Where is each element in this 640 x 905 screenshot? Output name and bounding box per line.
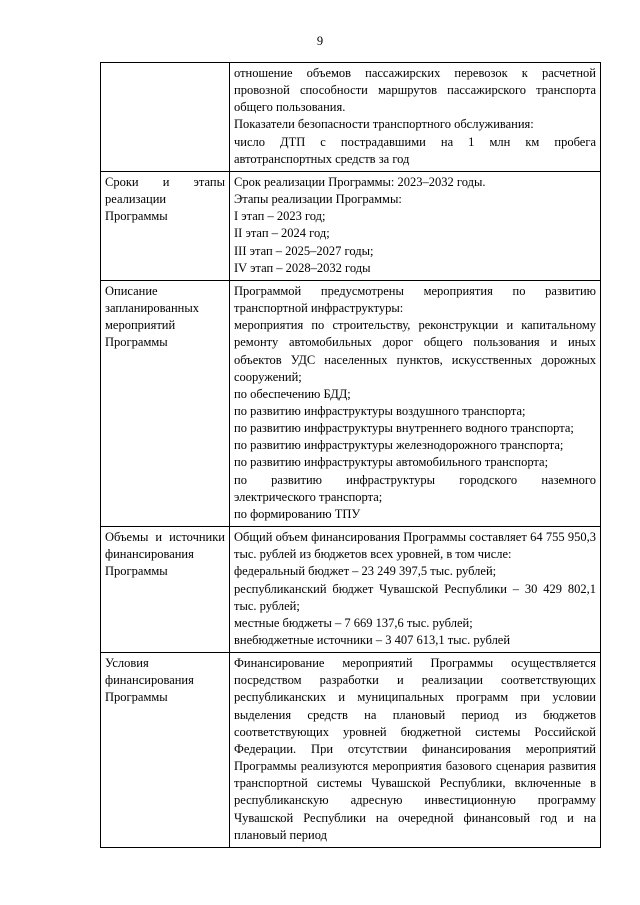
content-line: Общий объем финансирования Программы составляет 64 755 950,3 тыс. рублей из бюджетов всех уровней, в том числе: <box>234 530 596 562</box>
content-line: по развитию инфраструктуры воздушного транспорта; <box>234 403 526 418</box>
program-passport-table <box>100 62 601 848</box>
content-line: IV этап – 2028–2032 годы <box>234 260 371 275</box>
content-line: III этап – 2025–2027 годы; <box>234 243 374 258</box>
table-row <box>101 171 601 280</box>
content-line: местные бюджеты – 7 669 137,6 тыс. рублей; <box>234 615 473 630</box>
content-line: по развитию инфраструктуры автомобильного транспорта; <box>234 455 549 470</box>
content-line: I этап – 2023 год; <box>234 209 326 224</box>
page-number: 9 <box>316 34 324 48</box>
table-row <box>101 63 601 172</box>
content-line: по формированию ТПУ <box>234 506 361 521</box>
content-line: Программой предусмотрены мероприятия по развитию транспортной инфраструктуры: <box>234 283 596 316</box>
content-line: федеральный бюджет – 23 249 397,5 тыс. рублей; <box>234 564 497 579</box>
content-line: по развитию инфраструктуры городского наземного электрического транспорта; <box>234 472 596 504</box>
content-line: по развитию инфраструктуры железнодорожного транспорта; <box>234 438 564 453</box>
content-line: II этап – 2024 год; <box>234 226 330 241</box>
content-line: по обеспечению БДД; <box>234 386 351 401</box>
content-line: Финансирование мероприятий Программы осуществляется посредством разработки и реализации соответствующих республиканских и муниципальных программ при условии выделения средств на плановый период из бюджетов соответствующих уровней бюджетной системы Российской Федерации. При отсутствии финансирования мероприятий Программы реализуются мероприятия базового сценария развития транспортной системы Чувашской Республики, включенные в республиканскую адресную инвестиционную программу Чувашской Республики на очередной финансовый год и на плановый период <box>234 656 596 842</box>
row-content <box>230 63 601 172</box>
content-line: число ДТП с пострадавшими на 1 млн км пробега автотранспортных средств за год <box>234 134 596 166</box>
content-line: мероприятия по строительству, реконструкции и капитальному ремонту автомобильных дорог общего пользования и иных объектов УДС населенных пунктов, искусственных дорожных сооружений; <box>234 318 596 384</box>
content-line: Этапы реализации Программы: <box>234 192 402 207</box>
row-label: Условия финансирования Программы <box>101 653 230 848</box>
row-label <box>101 63 230 172</box>
content-line: республиканский бюджет Чувашской Республики – 30 429 802,1 тыс. рублей; <box>234 581 596 613</box>
table-row <box>101 280 601 526</box>
content-line: Срок реализации Программы: 2023–2032 годы. <box>234 174 486 189</box>
content-line: по развитию инфраструктуры внутреннего водного транспорта; <box>234 421 574 436</box>
content-line: Показатели безопасности транспортного обслуживания: <box>234 117 534 132</box>
row-content <box>230 171 601 280</box>
table-row <box>101 527 601 653</box>
row-content <box>230 653 601 848</box>
row-label: Объемы и источники финансирования Программы <box>101 527 230 653</box>
row-label: Сроки и этапы реализации Программы <box>101 171 230 280</box>
table-row <box>101 653 601 848</box>
row-label: Описание запланированных мероприятий Программы <box>101 280 230 526</box>
content-line: внебюджетные источники – 3 407 613,1 тыс. рублей <box>234 633 511 647</box>
row-content <box>230 280 601 526</box>
content-line: отношение объемов пассажирских перевозок к расчетной провозной способности маршрутов пассажирского транспорта общего пользования. <box>234 66 596 115</box>
row-content <box>230 527 601 653</box>
